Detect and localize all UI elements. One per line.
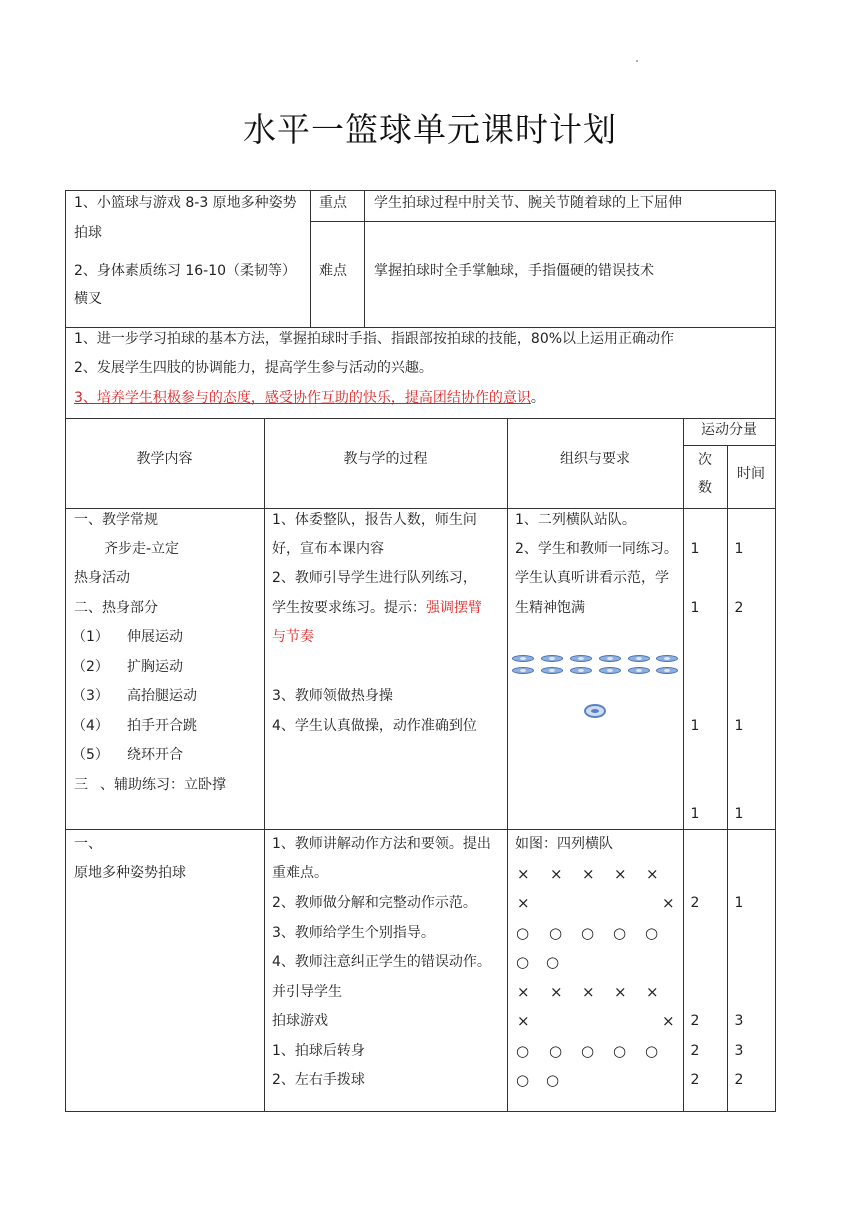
s1-process-1: 1、体委整队，报告人数，师生问 (272, 512, 477, 528)
col-divider-3 (683, 418, 684, 1111)
s1-process-hint: 强调摆臂 (426, 600, 482, 616)
student-circle: ○ (581, 1042, 595, 1060)
student-disc (570, 667, 592, 674)
s2-duration-2: 3 (734, 1013, 744, 1029)
s1-item-5-num: （5） (72, 747, 109, 763)
lesson-content-line-2: 拍球 (74, 225, 102, 241)
student-disc (541, 655, 563, 662)
student-circle: ○ (581, 924, 595, 942)
student-cross: × (646, 865, 659, 883)
s2-process-4: 3、教师给学生个别指导。 (272, 925, 435, 941)
s1-org-4: 生精神饱满 (515, 600, 585, 616)
col-header-times-2: 数 (698, 480, 712, 496)
key-point-text: 学生拍球过程中肘关节、腕关节随着球的上下屈伸 (374, 195, 682, 211)
student-cross: × (582, 865, 595, 883)
student-disc (599, 667, 621, 674)
student-cross: × (550, 865, 563, 883)
s1-org-1: 1、二列横队站队。 (515, 512, 636, 528)
student-disc (599, 655, 621, 662)
student-circle: ○ (645, 1042, 659, 1060)
objective-2: 2、发展学生四肢的协调能力，提高学生参与活动的兴趣。 (74, 360, 433, 376)
s1-process-2: 好，宣布本课内容 (272, 541, 384, 557)
s2-org-title: 如图：四列横队 (515, 836, 613, 852)
student-circle: ○ (516, 1042, 530, 1060)
s1-item-2: 扩胸运动 (127, 659, 183, 675)
s1-times-2: 1 (690, 600, 700, 616)
student-disc (512, 667, 534, 674)
s1-item-5: 绕环开合 (127, 747, 183, 763)
s2-process-5: 4、教师注意纠正学生的错误动作。 (272, 954, 491, 970)
s1-item-4-num: （4） (72, 718, 109, 734)
student-disc (628, 667, 650, 674)
s1-content-1: 一、教学常规 (74, 512, 158, 528)
student-circle: ○ (549, 1042, 563, 1060)
s1-content-2: 齐步走-立定 (104, 541, 180, 557)
page-title: 水平一篮球单元课时计划 (243, 110, 617, 149)
student-circle: ○ (516, 953, 530, 971)
student-disc (628, 655, 650, 662)
student-cross: × (646, 983, 659, 1001)
difficulty-text: 掌握拍球时全手掌触球，手指僵硬的错误技术 (374, 263, 654, 279)
s2-process-9: 2、左右手拨球 (272, 1072, 365, 1088)
section-divider (65, 829, 775, 830)
student-cross: × (517, 983, 530, 1001)
header-divider-1 (310, 190, 311, 327)
s2-content-1: 一、 (74, 836, 102, 852)
s2-times-3: 2 (690, 1043, 700, 1059)
s1-item-4: 拍手开合跳 (127, 718, 197, 734)
student-cross: × (550, 983, 563, 1001)
s2-times-1: 2 (690, 895, 700, 911)
difficulty-label: 难点 (319, 263, 347, 279)
s2-duration-3: 3 (734, 1043, 744, 1059)
s2-content-2: 原地多种姿势拍球 (74, 865, 186, 881)
student-disc (541, 667, 563, 674)
s2-process-3: 2、教师做分解和完整动作示范。 (272, 895, 477, 911)
student-cross: × (614, 983, 627, 1001)
s2-process-6: 并引导学生 (272, 984, 342, 1000)
student-circle: ○ (613, 924, 627, 942)
key-point-label: 重点 (319, 195, 347, 211)
student-circle: ○ (549, 924, 563, 942)
student-cross: × (582, 983, 595, 1001)
student-cross: × (517, 894, 530, 912)
s1-times-1: 1 (690, 541, 700, 557)
col-header-process: 教与学的过程 (343, 451, 428, 467)
s1-org-3: 学生认真听讲看示范，学 (515, 570, 669, 586)
col-header-organization: 组织与要求 (560, 451, 630, 467)
student-cross: × (517, 865, 530, 883)
student-circle: ○ (516, 924, 530, 942)
lesson-content-line-4: 横叉 (74, 291, 102, 307)
page-dot (636, 60, 638, 62)
student-disc (570, 655, 592, 662)
s1-duration-1: 1 (734, 541, 744, 557)
load-header-divider (683, 445, 775, 446)
s1-item-3: 高抬腿运动 (127, 688, 197, 704)
student-circle: ○ (516, 1071, 530, 1089)
s1-times-3: 1 (690, 718, 700, 734)
s2-process-1: 1、教师讲解动作方法和要领。提出 (272, 836, 491, 852)
s1-item-6: 、辅助练习：立卧撑 (100, 777, 226, 793)
s1-content-4: 二、热身部分 (74, 600, 158, 616)
s1-duration-4: 1 (734, 806, 744, 822)
header-divider-2 (364, 190, 365, 327)
header-row-divider (310, 221, 775, 222)
s1-org-2: 2、学生和教师一同练习。 (515, 541, 678, 557)
teacher-ring (584, 704, 606, 718)
lesson-content-line-3: 2、身体素质练习 16-10（柔韧等） (74, 263, 297, 279)
objective-1: 1、进一步学习拍球的基本方法，掌握拍球时手指、指跟部按拍球的技能，80%以上运用正确动作 (74, 331, 675, 347)
header-row-bottom (65, 508, 775, 509)
student-circle: ○ (613, 1042, 627, 1060)
objective-3: 3、培养学生积极参与的态度，感受协作互助的快乐，提高团结协作的意识 (74, 390, 531, 406)
s2-process-7: 拍球游戏 (272, 1013, 328, 1029)
s1-times-4: 1 (690, 806, 700, 822)
s1-process-4-wrap (272, 599, 482, 617)
student-disc (656, 667, 678, 674)
s1-process-3: 2、教师引导学生进行队列练习， (272, 570, 477, 586)
student-circle: ○ (546, 953, 560, 971)
s1-process-hint-2: 与节奏 (272, 629, 314, 645)
student-disc (512, 655, 534, 662)
col-divider-1 (264, 418, 265, 1111)
s1-item-6-num: 三 (74, 777, 88, 793)
student-circle: ○ (645, 924, 659, 942)
s1-item-2-num: （2） (72, 659, 109, 675)
s1-duration-3: 1 (734, 718, 744, 734)
student-cross: × (517, 1012, 530, 1030)
s2-times-4: 2 (690, 1072, 700, 1088)
col-header-duration: 时间 (737, 466, 765, 482)
col-header-times-1: 次 (698, 452, 712, 468)
s1-process-4: 学生按要求练习。提示： (272, 600, 426, 616)
s2-times-2: 2 (690, 1013, 700, 1029)
student-cross: × (662, 1012, 675, 1030)
s1-process-6: 4、学生认真做操，动作准确到位 (272, 718, 477, 734)
s2-duration-4: 2 (734, 1072, 744, 1088)
student-circle: ○ (546, 1071, 560, 1089)
objective-3-wrap (74, 389, 545, 407)
student-cross: × (662, 894, 675, 912)
s1-item-1: 伸展运动 (127, 629, 183, 645)
col-divider-2 (507, 418, 508, 1111)
lesson-content-line-1: 1、小篮球与游戏 8-3 原地多种姿势 (74, 195, 297, 211)
s1-duration-2: 2 (734, 600, 744, 616)
student-cross: × (614, 865, 627, 883)
s1-item-3-num: （3） (72, 688, 109, 704)
s1-item-1-num: （1） (72, 629, 109, 645)
s1-process-5: 3、教师领做热身操 (272, 688, 393, 704)
col-header-load: 运动分量 (701, 422, 757, 438)
s2-process-2: 重难点。 (272, 865, 328, 881)
s1-content-3: 热身活动 (74, 570, 130, 586)
s2-process-8: 1、拍球后转身 (272, 1043, 365, 1059)
s2-duration-1: 1 (734, 895, 744, 911)
col-header-content: 教学内容 (136, 451, 193, 467)
student-disc (656, 655, 678, 662)
objective-3-end: 。 (530, 390, 545, 406)
